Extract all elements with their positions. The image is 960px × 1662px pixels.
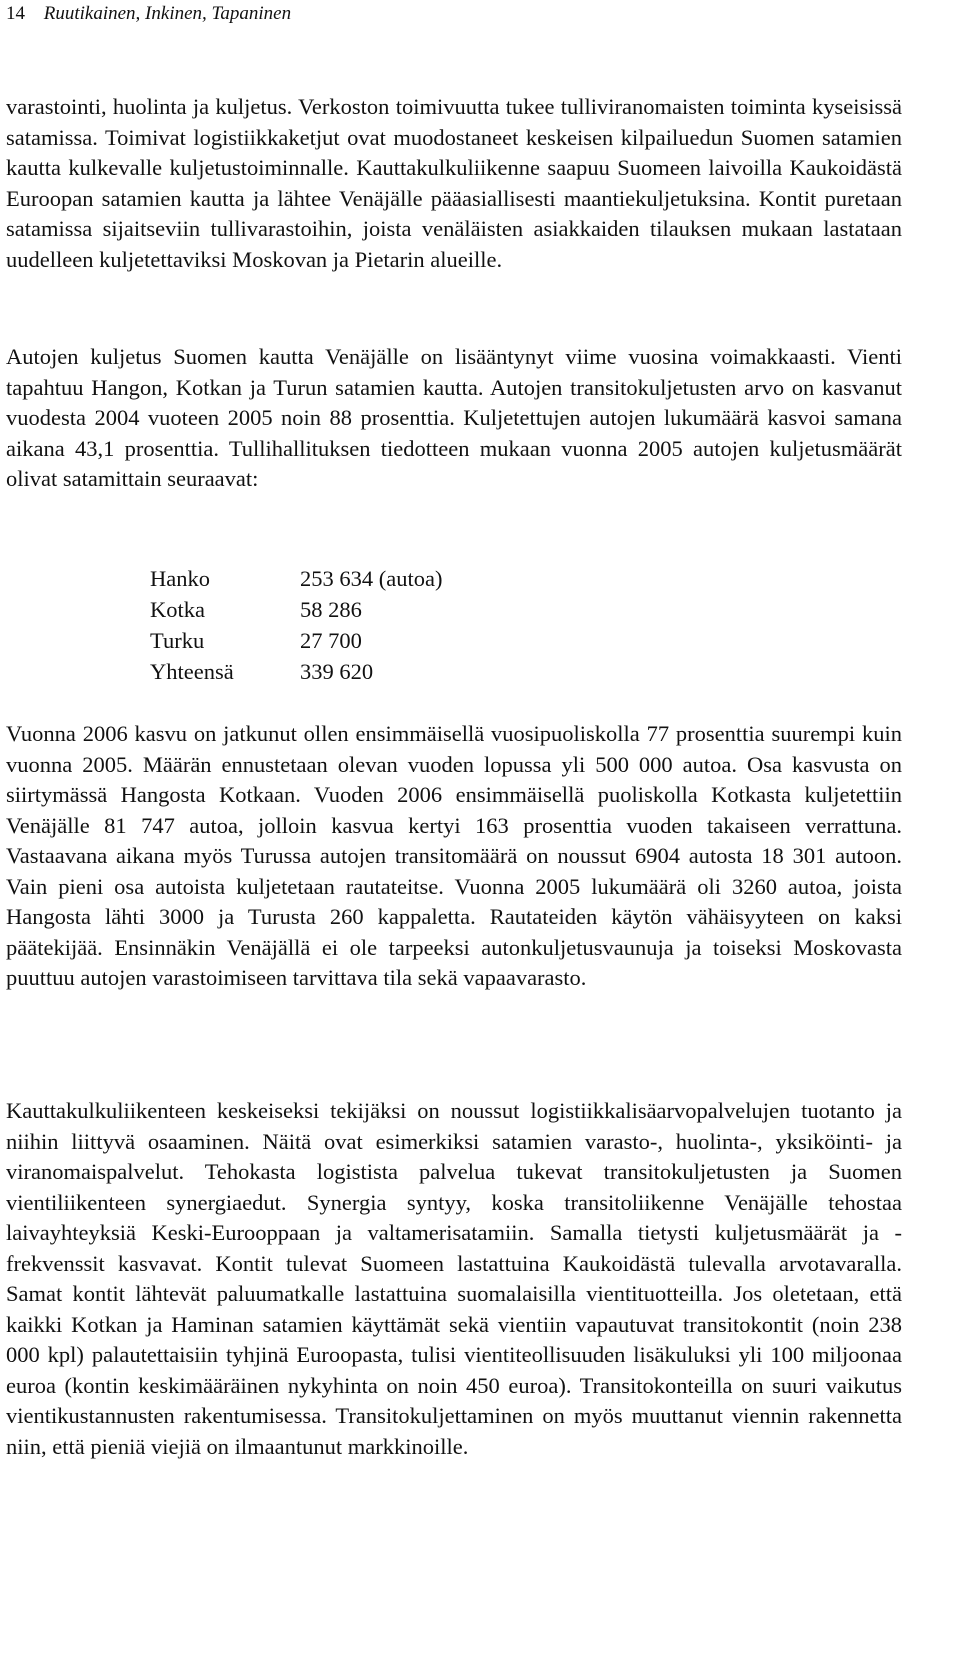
port-name: Turku [150, 628, 205, 653]
port-value: 27 700 [300, 628, 362, 653]
table-row [150, 656, 442, 687]
page-header [6, 3, 291, 25]
port-value: 253 634 (autoa) [300, 566, 443, 591]
running-head-authors: Ruutikainen, Inkinen, Tapaninen [43, 3, 292, 24]
port-name: Kotka [150, 597, 205, 622]
paragraph-value-added-services: Kauttakulkuliikenteen keskeiseksi tekijäksi on noussut logistiikkalisäarvopalvelujen tuotanto ja niihin liittyvä osaaminen. Näitä ovat esimerkiksi satamien varasto-, huolinta-, yksiköinti- ja viranomaispalvelut. Tehokasta logistista palvelua tukevat transitokuljetusten ja Suomen vientiliikenteen synergiaedut. Synergia syntyy, koska transitoliikenne Venäjälle tehostaa laivayhteyksiä Keski-Eurooppaan ja valtamerisatamiin. Samalla tietysti kuljetusmäärät ja -frekvenssit kasvavat. Kontit tulevat Suomeen lastattuina Kaukoidästä tulevalla arvotavaralla. Samat kontit lähtevät paluumatkalle lastattuina suomalaisilla vientituotteilla. Jos oletetaan, että kaikki Kotkan ja Haminan satamien käyttämät sekä vientiin vapautuvat transitokontit (noin 238 000 kpl) palautettaisiin tyhjinä Euroopasta, tulisi vientiteollisuuden lisäkuluksi yli 100 miljoonaa euroa (kontin keskimääräinen nykyhinta on noin 450 euroa). Transitokonteilla on suuri vaikutus vientikustannusten rakentumisessa. Transitokuljettaminen on myös muuttanut viennin rakennetta niin, että pieniä viejiä on ilmaantunut markkinoille. [6, 1098, 902, 1459]
port-value: 58 286 [300, 597, 362, 622]
car-volumes-by-port-table [150, 563, 442, 687]
total-value: 339 620 [300, 659, 374, 684]
table-row [150, 563, 442, 594]
table-row [150, 594, 442, 625]
page-number: 14 [6, 3, 25, 24]
paragraph-growth-2006: Vuonna 2006 kasvu on jatkunut ollen ensimmäisellä vuosipuoliskolla 77 prosenttia suurempi kuin vuonna 2005. Määrän ennustetaan olevan vuoden lopussa yli 500 000 autoa. Osa kasvusta on siirtymässä Hangosta Kotkaan. Vuoden 2006 ensimmäisellä puoliskolla Kotkasta kuljetettiin Venäjälle 81 747 autoa, jolloin kasvua kertyi 163 prosenttia vuoden takaiseen verrattuna. Vastaavana aikana myös Turussa autojen transitomäärä on noussut 6904 autosta 18 301 autoon. Vain pieni osa autoista kuljetetaan rautateitse. Vuonna 2005 lukumäärä oli 3260 autoa, joista Hangosta lähti 3000 ja Turusta 260 kappaletta. Rautateiden käytön vähäisyyteen on kaksi päätekijää. Ensinnäkin Venäjällä ei ole tarpeeksi autonkuljetusvaunuja ja toiseksi Moskovasta puuttuu autojen varastoimiseen tarvittava tila sekä vapaavarasto. [6, 721, 902, 990]
table-row [150, 625, 442, 656]
paragraph-transit-logistics: varastointi, huolinta ja kuljetus. Verkoston toimivuutta tukee tulliviranomaisten toiminta kyseisissä satamissa. Toimivat logistiikkaketjut ovat muodostaneet keskeisen kilpailuedun Suomen satamien kautta kulkevalle kuljetustoiminnalle. Kauttakulkuliikenne saapuu Suomeen laivoilla Kaukoidästä Euroopan satamien kautta ja lähtee Venäjälle pääasiallisesti maantiekuljetuksina. Kontit puretaan satamissa sijaitseviin tullivarastoihin, joista venäläisten asiakkaiden tilauksen mukaan lastataan uudelleen kuljetettaviksi Moskovan ja Pietarin alueille. [6, 94, 902, 272]
paragraph-car-transport: Autojen kuljetus Suomen kautta Venäjälle on lisääntynyt viime vuosina voimakkaasti. Vienti tapahtuu Hangon, Kotkan ja Turun satamien kautta. Autojen transitokuljetusten arvo on kasvanut vuodesta 2004 vuoteen 2005 noin 88 prosenttia. Kuljetettujen autojen lukumäärä kasvoi samana aikana 43,1 prosenttia. Tullihallituksen tiedotteen mukaan vuonna 2005 autojen kuljetusmäärät olivat satamittain seuraavat: [6, 344, 902, 491]
total-label: Yhteensä [150, 659, 234, 684]
port-name: Hanko [150, 566, 210, 591]
